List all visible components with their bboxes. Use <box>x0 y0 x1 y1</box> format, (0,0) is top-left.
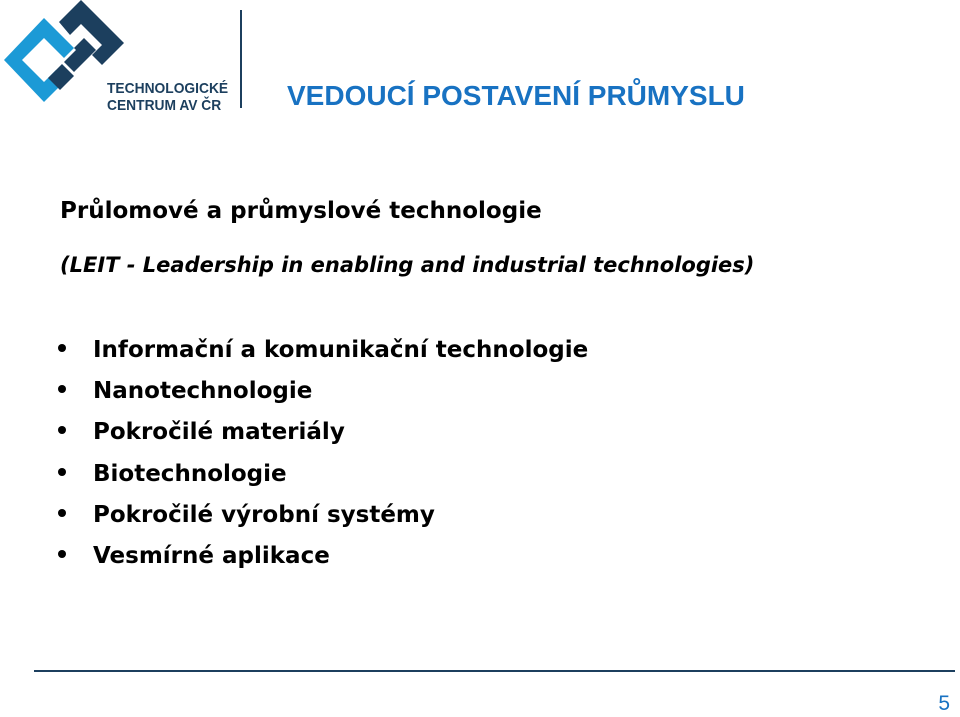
logo-text <box>107 80 228 114</box>
subtitle: Průlomové a průmyslové technologie <box>60 198 542 224</box>
bullet-text: Pokročilé materiály <box>93 419 345 446</box>
subtitle-italic: (LEIT - Leadership in enabling and industrial technologies) <box>60 253 755 277</box>
bullet-text: Nanotechnologie <box>93 378 313 405</box>
bullet-text: Vesmírné aplikace <box>93 542 330 569</box>
bullet-dot-icon <box>58 344 66 352</box>
bullet-dot-icon <box>58 385 66 393</box>
footer-divider <box>34 670 955 672</box>
bullet-text: Biotechnologie <box>93 460 287 487</box>
page-number: 5 <box>938 692 950 715</box>
slide-title: VEDOUCÍ POSTAVENÍ PRŮMYSLU <box>287 80 745 111</box>
header-divider <box>240 10 242 108</box>
bullet-text: Informační a komunikační technologie <box>93 337 589 363</box>
bullet-dot-icon <box>58 509 66 517</box>
bullet-dot-icon <box>58 550 66 558</box>
logo-mark-icon <box>4 0 124 120</box>
bullet-dot-icon <box>58 426 66 434</box>
bullet-text: Pokročilé výrobní systémy <box>93 501 435 528</box>
logo <box>4 0 229 120</box>
logo-text-line2: CENTRUM AV ČR <box>107 97 222 114</box>
logo-text-line1: TECHNOLOGICKÉ <box>107 80 229 97</box>
bullet-dot-icon <box>58 468 66 476</box>
